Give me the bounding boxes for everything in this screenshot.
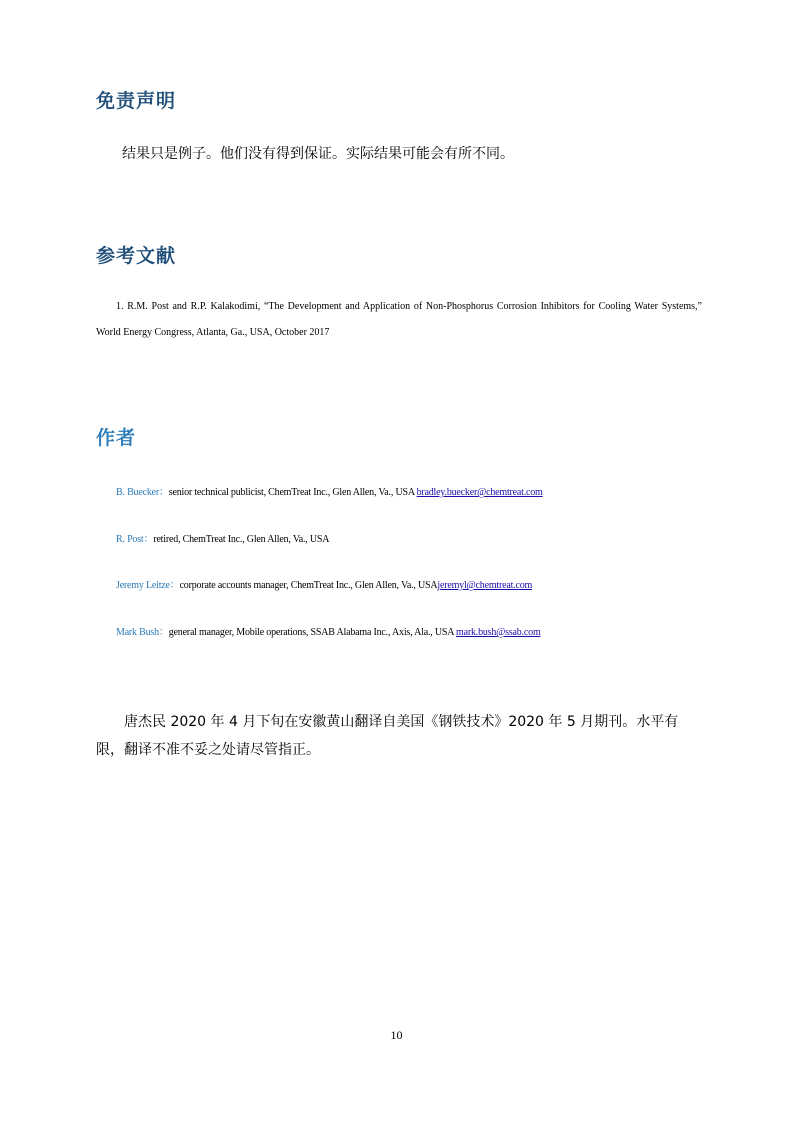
authors-heading: 作者 (96, 427, 137, 449)
author-name: B. Buecker： (116, 487, 169, 498)
author-name: Mark Bush： (116, 627, 169, 638)
author-description: general manager, Mobile operations, SSAB Alabama Inc., Axis, Ala., USA (168, 627, 457, 638)
author-name: Jeremy Leitze： (116, 580, 180, 591)
author-item (116, 623, 541, 638)
author-email-link[interactable]: mark.bush@ssab.com (456, 627, 541, 638)
translator-note-text: 唐杰民 2020 年 4 月下旬在安徽黄山翻译自美国《钢铁技术》2020 年 5 月期刊。水平有限，翻译不准不妥之处请尽管指正。 (96, 714, 679, 758)
author-name: R. Post： (116, 534, 154, 545)
author-item (116, 530, 329, 545)
translator-note (96, 708, 702, 764)
author-item (116, 576, 532, 591)
page-number: 10 (390, 1028, 403, 1042)
author-description: senior technical publicist, ChemTreat Inc., Glen Allen, Va., USA (168, 487, 417, 498)
reference-item (96, 294, 702, 346)
disclaimer-heading: 免责声明 (96, 90, 177, 112)
author-description: retired, ChemTreat Inc., Glen Allen, Va., USA (153, 534, 330, 545)
reference-text: 1. R.M. Post and R.P. Kalakodimi, “The Development and Application of Non-Phosphorus Corrosion Inhibitors for Cooling Water Systems,” World Energy Congress, Atlanta, Ga., USA, October 2017 (96, 301, 702, 338)
author-email-link[interactable]: jeremyl@chemtreat.com (437, 580, 533, 591)
references-heading: 参考文献 (96, 245, 177, 267)
author-description: corporate accounts manager, ChemTreat Inc., Glen Allen, Va., USA (179, 580, 438, 591)
author-item (116, 483, 543, 498)
author-email-link[interactable]: bradley.buecker@chemtreat.com (416, 487, 543, 498)
disclaimer-text: 结果只是例子。他们没有得到保证。实际结果可能会有所不同。 (122, 146, 514, 162)
